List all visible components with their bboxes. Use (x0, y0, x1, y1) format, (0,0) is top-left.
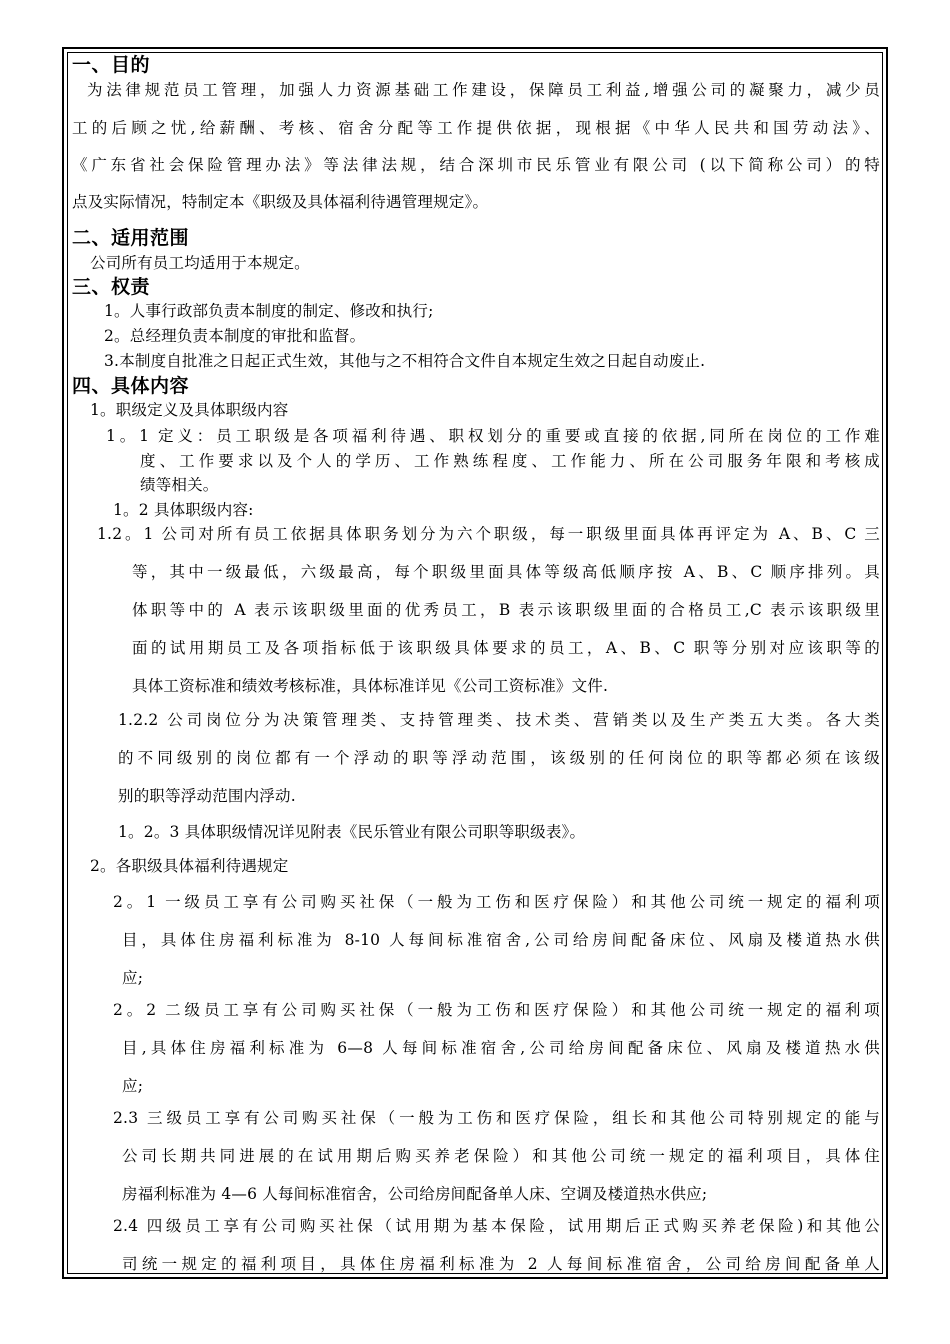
document-text-line: 2。1 一级员工享有公司购买社保（一般为工伤和医疗保险）和其他公司统一规定的福利项 (113, 893, 880, 911)
document-text-line: 《广东省社会保险管理办法》等法律法规，结合深圳市民乐管业有限公司 (以下简称公司）的特 (72, 156, 880, 174)
document-text-line: 房福利标准为 4—6 人每间标准宿舍，公司给房间配备单人床、空调及楼道热水供应; (122, 1185, 708, 1203)
document-text-line: 绩等相关。 (140, 476, 219, 494)
document-text-line: 3.本制度自批准之日起正式生效，其他与之不相符合文件自本规定生效之日起自动废止. (104, 352, 706, 370)
section-heading: 三、权责 (72, 276, 151, 298)
document-text-line: 应; (122, 1077, 144, 1095)
document-text-line: 2.4 四级员工享有公司购买社保（试用期为基本保险，试用期后正式购买养老保险)和其他公 (113, 1217, 880, 1235)
document-text-line: 公司所有员工均适用于本规定。 (90, 254, 310, 272)
section-heading: 一、目的 (72, 54, 151, 76)
document-text-line: 具体工资标准和绩效考核标准，具体标准详见《公司工资标准》文件. (132, 677, 609, 695)
document-text-line: 公司长期共同进展的在试用期后购买养老保险）和其他公司统一规定的福利项目，具体住 (122, 1147, 880, 1165)
document-text-line: 1。2 具体职级内容: (113, 501, 254, 519)
document-text-line: 2。2 二级员工享有公司购买社保（一般为工伤和医疗保险）和其他公司统一规定的福利项 (113, 1001, 880, 1019)
document-text-line: 为法律规范员工管理，加强人力资源基础工作建设，保障员工利益,增强公司的凝聚力，减少员 (87, 81, 880, 99)
document-text-line: 1.2.2 公司岗位分为决策管理类、支持管理类、技术类、营销类以及生产类五大类。各大类 (118, 711, 880, 729)
document-text-line: 目,具体住房福利标准为 6—8 人每间标准宿舍,公司给房间配备床位、风扇及楼道热水供 (122, 1039, 880, 1057)
document-text-line: 点及实际情况，特制定本《职级及具体福利待遇管理规定》。 (72, 193, 489, 211)
document-text-line: 面的试用期员工及各项指标低于该职级具体要求的员工，A、B、C 职等分别对应该职等的 (132, 639, 880, 657)
section-heading: 二、适用范围 (72, 227, 190, 249)
document-text-line: 目，具体住房福利标准为 8-10 人每间标准宿舍,公司给房间配备床位、风扇及楼道热水供 (122, 931, 880, 949)
document-text-line: 2。各职级具体福利待遇规定 (90, 857, 289, 875)
document-text-line: 1。职级定义及具体职级内容 (90, 401, 289, 419)
document-text-line: 体职等中的 A 表示该职级里面的优秀员工，B 表示该职级里面的合格员工,C 表示该职级里 (132, 601, 880, 619)
document-text-line: 1。1 定义：员工职级是各项福利待遇、职权划分的重要或直接的依据,同所在岗位的工作难 (106, 427, 880, 445)
document-text-line: 度、工作要求以及个人的学历、工作熟练程度、工作能力、所在公司服务年限和考核成 (140, 452, 880, 470)
document-text-line: 2。总经理负责本制度的审批和监督。 (104, 327, 366, 345)
document-text-line: 1。2。3 具体职级情况详见附表《民乐管业有限公司职等职级表》。 (118, 823, 586, 841)
document-text-line: 司统一规定的福利项目，具体住房福利标准为 2 人每间标准宿舍，公司给房间配备单人 (122, 1255, 880, 1273)
document-text-line: 1。人事行政部负责本制度的制定、修改和执行; (104, 302, 434, 320)
document-text-line: 2.3 三级员工享有公司购买社保（一般为工伤和医疗保险，组长和其他公司特别规定的能与 (113, 1109, 880, 1127)
document-text-line: 等，其中一级最低，六级最高，每个职级里面具体等级高低顺序按 A、B、C 顺序排列。具 (132, 563, 880, 581)
document-text-line: 的不同级别的岗位都有一个浮动的职等浮动范围，该级别的任何岗位的职等都必须在该级 (118, 749, 880, 767)
document-text-line: 工的后顾之忧,给薪酬、考核、宿舍分配等工作提供依据，现根据《中华人民共和国劳动法》、 (72, 119, 880, 137)
document-frame-inner (67, 52, 883, 1274)
section-heading: 四、具体内容 (72, 375, 190, 397)
document-text-line: 应; (122, 969, 144, 987)
document-text-line: 1.2。1 公司对所有员工依据具体职务划分为六个职级，每一职级里面具体再评定为 A、B、C 三 (97, 525, 880, 543)
document-text-line: 别的职等浮动范围内浮动. (118, 787, 296, 805)
